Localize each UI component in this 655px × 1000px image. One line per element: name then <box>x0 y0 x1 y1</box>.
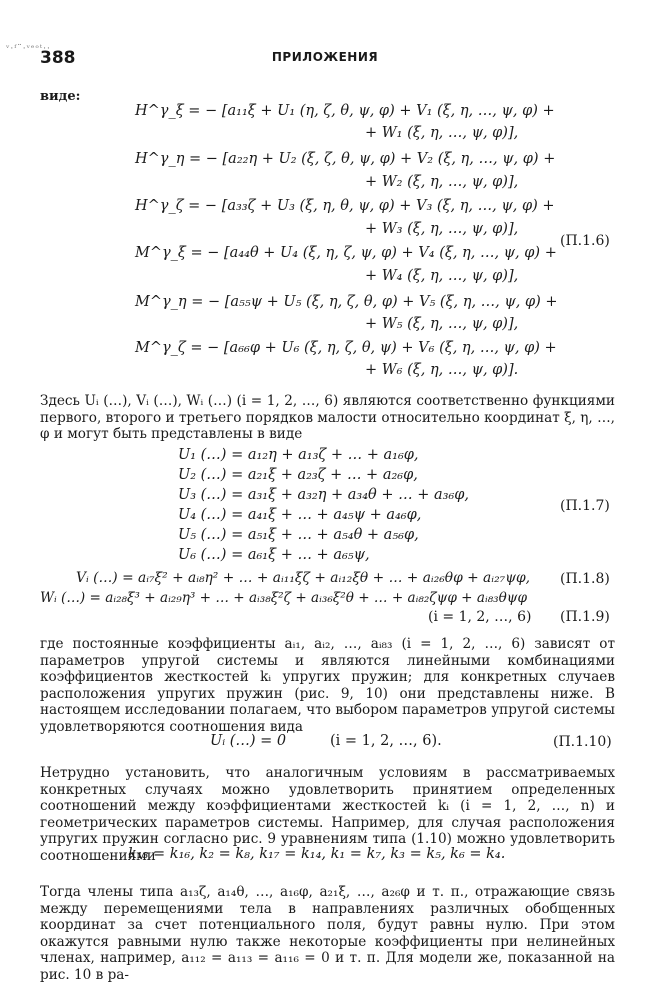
running-title: ПРИЛОЖЕНИЯ <box>271 50 379 64</box>
eq-line: + W₆ (ξ, η, …, ψ, φ)]. <box>365 362 519 378</box>
eq-line: U₄ (…) = a₄₁ξ + … + a₄₅ψ + a₄₆φ, <box>178 507 422 523</box>
stiffness-relations: k₁₃ = k₁₆, k₂ = k₈, k₁₇ = k₁₄, k₁ = k₇, k₃ = k₅, k₆ = k₄. <box>128 846 506 862</box>
paragraph: где постоянные коэффициенты aᵢ₁, aᵢ₂, …, aᵢ₈₃ (i = 1, 2, …, 6) зависят от параметров упругой системы и являются линейными комбинациями коэффициентов жесткостей kᵢ упругих пружин; для конкретных случаев расположения упругих пружин (рис. 9, 10) они представлены ниже. В настоящем исследовании полагаем, что выбором параметров упругой системы удовлетворяются соотношения вида <box>40 636 615 735</box>
paragraph: Тогда члены типа a₁₃ζ, a₁₄θ, …, a₁₆φ, a₂₁ξ, …, a₂₆φ и т. п., отражающие связь между перемещениями тела в направлениях различных обобщенных координат за счет потенциального поля, будут равны нулю. При этом окажутся равными нулю также некоторые коэффициенты при нелинейных членах, например, a₁₁₂ = a₁₁₃ = a₁₁₆ = 0 и т. п. Для модели же, показанной на рис. 10 в ра- <box>40 884 615 983</box>
equation-label: (П.1.10) <box>553 734 612 750</box>
eq-line: M^γ_ζ = − [a₆₆φ + U₆ (ξ, η, ζ, θ, ψ) + V₆ (ξ, η, …, ψ, φ) + <box>135 340 557 356</box>
index-range: (i = 1, 2, …, 6). <box>330 733 442 749</box>
eq-line: H^γ_η = − [a₂₂η + U₂ (ξ, ζ, θ, ψ, φ) + V₂ (ξ, η, …, ψ, φ) + <box>135 151 556 167</box>
equation-label: (П.1.8) <box>560 571 610 587</box>
eq-line: + W₂ (ξ, η, …, ψ, φ)], <box>365 174 519 190</box>
equation-p1-10: Uᵢ (…) = 0 <box>210 733 287 749</box>
eq-line: U₆ (…) = a₆₁ξ + … + a₆₅ψ, <box>178 547 370 563</box>
index-range: (i = 1, 2, …, 6) <box>428 609 532 625</box>
eq-line: U₃ (…) = a₃₁ξ + a₃₂η + a₃₄θ + … + a₃₆φ, <box>178 487 470 503</box>
eq-line: M^γ_η = − [a₅₅ψ + U₅ (ξ, η, ζ, θ, φ) + V₅ (ξ, η, …, ψ, φ) + <box>135 294 558 310</box>
eq-line: H^γ_ξ = − [a₁₁ξ + U₁ (η, ζ, θ, ψ, φ) + V₁ (ξ, η, …, ψ, φ) + <box>135 103 555 119</box>
paragraph: Нетрудно установить, что аналогичным условиям в рассматриваемых конкретных случаях можно удовлетворить принятием определенных соотношений между коэффициентами жесткостей kᵢ (i = 1, 2, …, n) и геометрических параметров системы. Например, для случая расположения упругих пружин согласно рис. 9 уравнениям типа (1.10) можно удовлетворить соотношениями <box>40 765 615 864</box>
eq-line: U₅ (…) = a₅₁ξ + … + a₅₄θ + a₅₆φ, <box>178 527 419 543</box>
page-number: 388 <box>40 48 76 68</box>
eq-line: U₁ (…) = a₁₂η + a₁₃ζ + … + a₁₆φ, <box>178 447 419 463</box>
margin-smudge: ᵛ·ᶠ¨·ᵛᵉᵒᵗ·· <box>6 44 51 54</box>
intro-word: виде: <box>40 89 81 104</box>
equation-label: (П.1.6) <box>560 233 610 249</box>
equation-p1-9: Wᵢ (…) = aᵢ₂₈ξ³ + aᵢ₂₉η³ + … + aᵢ₃₈ξ²ζ + aᵢ₃₆ξ²θ + … + aᵢ₈₂ζψφ + aᵢ₈₃θψφ <box>40 590 527 606</box>
eq-line: + W₄ (ξ, η, …, ψ, φ)], <box>365 268 519 284</box>
equation-label: (П.1.9) <box>560 609 610 625</box>
eq-line: U₂ (…) = a₂₁ξ + a₂₃ζ + … + a₂₆φ, <box>178 467 418 483</box>
eq-line: H^γ_ζ = − [a₃₃ζ + U₃ (ξ, η, θ, ψ, φ) + V₃ (ξ, η, …, ψ, φ) + <box>135 198 555 214</box>
paragraph: Здесь Uᵢ (…), Vᵢ (…), Wᵢ (…) (i = 1, 2, …, 6) являются соответственно функциями первого, второго и третьего порядков малости относительно координат ξ, η, …, φ и могут быть представлены в виде <box>40 393 615 443</box>
equation-p1-8: Vᵢ (…) = aᵢ₇ξ² + aᵢ₈η² + … + aᵢ₁₁ξζ + aᵢ₁₂ξθ + … + aᵢ₂₆θφ + aᵢ₂₇ψφ, <box>76 570 530 586</box>
equation-label: (П.1.7) <box>560 498 610 514</box>
eq-line: + W₃ (ξ, η, …, ψ, φ)], <box>365 221 519 237</box>
eq-line: + W₁ (ξ, η, …, ψ, φ)], <box>365 125 519 141</box>
eq-line: M^γ_ξ = − [a₄₄θ + U₄ (ξ, η, ζ, ψ, φ) + V₄ (ξ, η, …, ψ, φ) + <box>135 245 557 261</box>
page-header <box>40 48 610 72</box>
eq-line: + W₅ (ξ, η, …, ψ, φ)], <box>365 316 519 332</box>
